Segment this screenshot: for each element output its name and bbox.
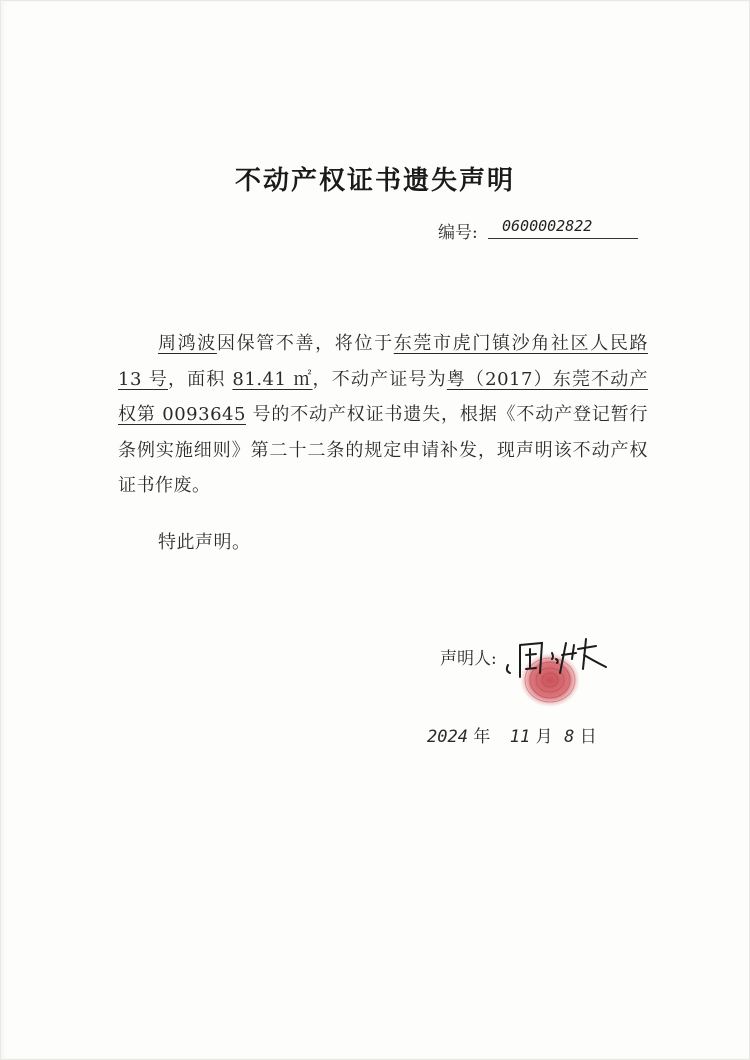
body-text-2: ，面积: [167, 368, 233, 390]
body-text-1: 因保管不善，将位于: [216, 333, 394, 354]
body-text-3: ，不动产证号为: [312, 368, 447, 390]
property-address: 东莞市虎门镇沙角社区人民路 13 号: [118, 333, 648, 390]
date-day-value: 8: [564, 727, 575, 747]
certificate-id: 粤（2017）东莞不动产权第 0093645: [118, 368, 648, 425]
number-label: 编号:: [438, 223, 478, 243]
declaration-date: [427, 722, 597, 747]
holder-name: 周鸿波: [158, 333, 217, 354]
certificate-number-row: [438, 218, 648, 244]
date-month-unit: 月: [535, 727, 553, 747]
document-title: 不动产权证书遗失声明: [234, 166, 515, 196]
declaration-body: [118, 326, 648, 504]
body-text-4: 号的不动产权证书遗失，根据《不动产登记暂行条例实施细则》第二十二条的规定申请补发，现声明该不动产权证书作废。: [118, 404, 648, 496]
property-area: 81.41 ㎡: [232, 368, 313, 390]
number-value: 0600002822: [488, 217, 638, 239]
date-year-unit: 年: [473, 727, 491, 747]
closing-statement: 特此声明。: [158, 532, 251, 553]
date-month-value: 11: [509, 727, 531, 747]
date-year-value: 2024: [427, 727, 468, 747]
date-day-unit: 日: [579, 727, 597, 747]
signature-area: [500, 625, 630, 715]
declarant-label: 声明人:: [440, 649, 497, 669]
